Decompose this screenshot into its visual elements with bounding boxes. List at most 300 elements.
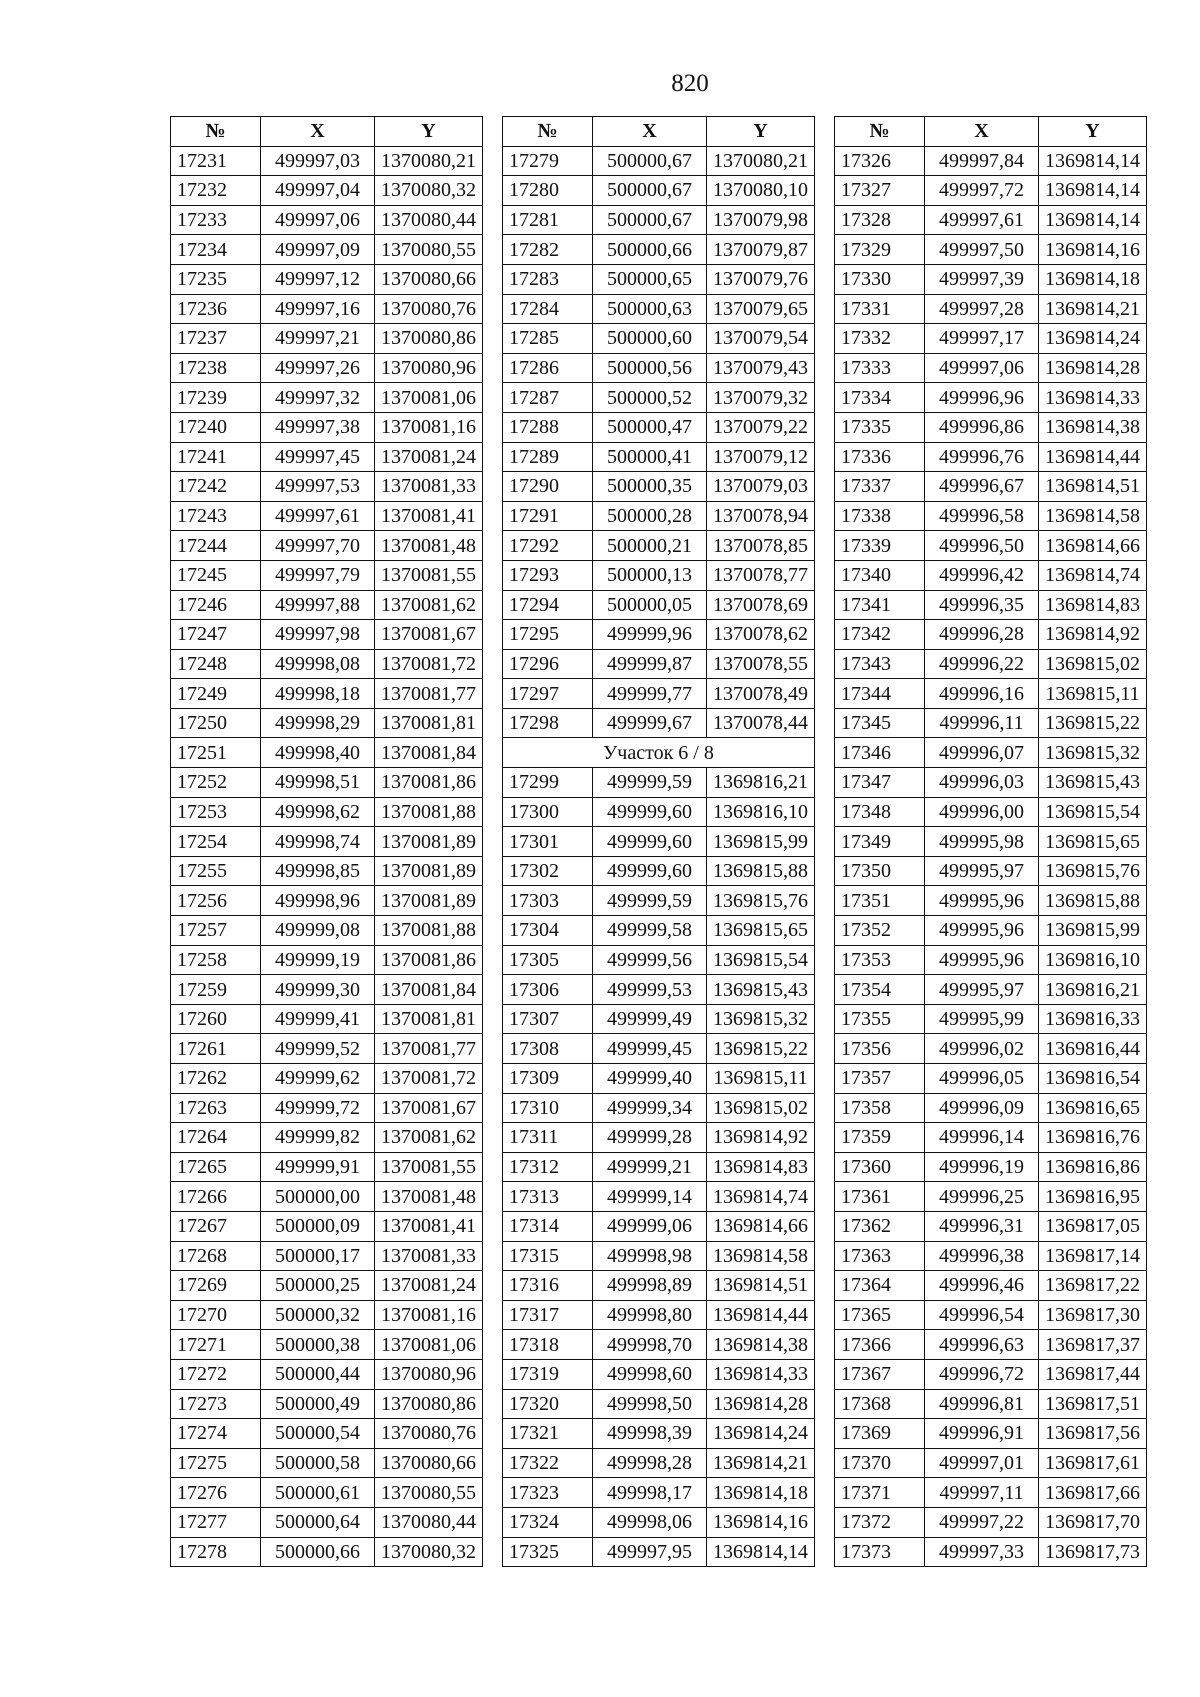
table-row	[171, 916, 483, 946]
table-row	[835, 916, 1147, 946]
cell-y: 1369814,66	[1039, 531, 1147, 561]
cell-x: 499999,67	[593, 708, 707, 738]
cell-y: 1370081,48	[375, 1182, 483, 1212]
cell-number: 17318	[503, 1330, 593, 1360]
cell-number: 17251	[171, 738, 261, 768]
cell-y: 1369814,28	[1039, 353, 1147, 383]
table-row	[835, 412, 1147, 442]
cell-number: 17279	[503, 146, 593, 176]
table-row	[503, 1123, 815, 1153]
cell-x: 499996,67	[925, 472, 1039, 502]
cell-y: 1369815,43	[1039, 768, 1147, 798]
cell-number: 17354	[835, 975, 925, 1005]
cell-x: 499997,61	[925, 205, 1039, 235]
cell-y: 1369817,56	[1039, 1419, 1147, 1449]
cell-x: 500000,13	[593, 560, 707, 590]
cell-x: 499999,96	[593, 620, 707, 650]
cell-y: 1370081,86	[375, 945, 483, 975]
cell-x: 499999,19	[261, 945, 375, 975]
cell-x: 499996,81	[925, 1389, 1039, 1419]
cell-y: 1369814,58	[1039, 501, 1147, 531]
table-row	[835, 353, 1147, 383]
cell-number: 17362	[835, 1211, 925, 1241]
cell-number: 17271	[171, 1330, 261, 1360]
cell-number: 17264	[171, 1123, 261, 1153]
cell-number: 17259	[171, 975, 261, 1005]
table-row	[171, 353, 483, 383]
cell-x: 499997,12	[261, 264, 375, 294]
cell-x: 499996,54	[925, 1300, 1039, 1330]
table-row	[171, 620, 483, 650]
cell-number: 17274	[171, 1419, 261, 1449]
cell-y: 1370080,86	[375, 324, 483, 354]
cell-x: 499997,01	[925, 1448, 1039, 1478]
table-row	[503, 856, 815, 886]
cell-number: 17298	[503, 708, 593, 738]
cell-y: 1370079,32	[707, 383, 815, 413]
cell-x: 499999,60	[593, 856, 707, 886]
cell-y: 1369816,10	[707, 797, 815, 827]
table-row	[835, 205, 1147, 235]
cell-y: 1370080,44	[375, 205, 483, 235]
cell-x: 500000,66	[593, 235, 707, 265]
cell-y: 1370081,41	[375, 501, 483, 531]
table-row	[171, 1507, 483, 1537]
cell-x: 499997,45	[261, 442, 375, 472]
table-row	[503, 1064, 815, 1094]
cell-x: 499999,59	[593, 886, 707, 916]
cell-y: 1370080,66	[375, 264, 483, 294]
cell-y: 1370079,22	[707, 412, 815, 442]
table-row	[503, 1389, 815, 1419]
cell-y: 1370081,62	[375, 590, 483, 620]
cell-x: 499999,14	[593, 1182, 707, 1212]
table-row	[835, 235, 1147, 265]
cell-x: 499996,91	[925, 1419, 1039, 1449]
cell-x: 499996,22	[925, 649, 1039, 679]
cell-x: 499999,06	[593, 1211, 707, 1241]
table-row	[835, 294, 1147, 324]
table-row	[835, 442, 1147, 472]
cell-y: 1369816,54	[1039, 1064, 1147, 1094]
table-row	[835, 856, 1147, 886]
cell-y: 1369815,02	[707, 1093, 815, 1123]
cell-y: 1369817,61	[1039, 1448, 1147, 1478]
cell-x: 499998,85	[261, 856, 375, 886]
table-row	[171, 235, 483, 265]
cell-x: 499999,28	[593, 1123, 707, 1153]
cell-y: 1370081,24	[375, 1271, 483, 1301]
cell-y: 1369814,24	[707, 1419, 815, 1449]
cell-x: 499999,49	[593, 1004, 707, 1034]
table-row	[503, 768, 815, 798]
cell-number: 17286	[503, 353, 593, 383]
cell-number: 17295	[503, 620, 593, 650]
table-row	[171, 797, 483, 827]
cell-y: 1369814,16	[1039, 235, 1147, 265]
cell-number: 17300	[503, 797, 593, 827]
cell-number: 17355	[835, 1004, 925, 1034]
table-row	[503, 679, 815, 709]
cell-x: 499996,63	[925, 1330, 1039, 1360]
cell-x: 500000,47	[593, 412, 707, 442]
cell-y: 1369814,38	[1039, 412, 1147, 442]
table-row	[171, 1419, 483, 1449]
cell-y: 1369814,83	[1039, 590, 1147, 620]
table-row	[503, 560, 815, 590]
cell-number: 17261	[171, 1034, 261, 1064]
cell-y: 1370081,62	[375, 1123, 483, 1153]
table-row	[503, 1537, 815, 1567]
table-row	[171, 412, 483, 442]
cell-y: 1370081,24	[375, 442, 483, 472]
cell-number: 17238	[171, 353, 261, 383]
cell-number: 17328	[835, 205, 925, 235]
cell-x: 500000,65	[593, 264, 707, 294]
cell-x: 500000,52	[593, 383, 707, 413]
table-row	[503, 324, 815, 354]
cell-x: 500000,67	[593, 205, 707, 235]
cell-x: 499997,79	[261, 560, 375, 590]
cell-x: 499999,87	[593, 649, 707, 679]
cell-x: 499997,17	[925, 324, 1039, 354]
cell-y: 1370081,55	[375, 560, 483, 590]
table-row	[503, 1330, 815, 1360]
cell-x: 500000,38	[261, 1330, 375, 1360]
table-row	[171, 768, 483, 798]
table-row	[503, 1300, 815, 1330]
cell-x: 499998,39	[593, 1419, 707, 1449]
cell-x: 499996,19	[925, 1152, 1039, 1182]
cell-y: 1370078,62	[707, 620, 815, 650]
cell-y: 1369817,51	[1039, 1389, 1147, 1419]
cell-number: 17254	[171, 827, 261, 857]
table-row	[503, 264, 815, 294]
cell-y: 1369817,66	[1039, 1478, 1147, 1508]
cell-number: 17316	[503, 1271, 593, 1301]
cell-number: 17242	[171, 472, 261, 502]
coordinates-table-3	[834, 116, 1147, 1567]
cell-x: 499995,97	[925, 975, 1039, 1005]
cell-x: 499997,16	[261, 294, 375, 324]
table-row	[835, 620, 1147, 650]
column-header-number: №	[835, 117, 925, 147]
cell-x: 499996,35	[925, 590, 1039, 620]
cell-y: 1370081,89	[375, 856, 483, 886]
table-row	[171, 294, 483, 324]
table-row	[835, 1389, 1147, 1419]
cell-number: 17266	[171, 1182, 261, 1212]
cell-number: 17359	[835, 1123, 925, 1153]
cell-number: 17268	[171, 1241, 261, 1271]
table-row	[503, 205, 815, 235]
table-row	[835, 679, 1147, 709]
cell-x: 499999,91	[261, 1152, 375, 1182]
table-row	[835, 560, 1147, 590]
cell-x: 499998,17	[593, 1478, 707, 1508]
cell-number: 17293	[503, 560, 593, 590]
table-row	[171, 945, 483, 975]
cell-x: 499999,59	[593, 768, 707, 798]
cell-number: 17329	[835, 235, 925, 265]
cell-number: 17262	[171, 1064, 261, 1094]
cell-number: 17356	[835, 1034, 925, 1064]
column-header-x: X	[925, 117, 1039, 147]
table-row	[171, 383, 483, 413]
table-row	[171, 1064, 483, 1094]
cell-y: 1370080,32	[375, 1537, 483, 1567]
cell-x: 499996,02	[925, 1034, 1039, 1064]
cell-number: 17338	[835, 501, 925, 531]
table-row	[835, 1093, 1147, 1123]
cell-x: 499998,06	[593, 1507, 707, 1537]
cell-x: 499999,62	[261, 1064, 375, 1094]
cell-y: 1369814,33	[707, 1359, 815, 1389]
table-row	[171, 1330, 483, 1360]
cell-y: 1369815,32	[707, 1004, 815, 1034]
cell-x: 500000,64	[261, 1507, 375, 1537]
table-row	[503, 531, 815, 561]
cell-x: 499995,96	[925, 916, 1039, 946]
cell-y: 1369814,14	[707, 1537, 815, 1567]
column-header-number: №	[171, 117, 261, 147]
cell-number: 17360	[835, 1152, 925, 1182]
cell-number: 17347	[835, 768, 925, 798]
cell-x: 499999,41	[261, 1004, 375, 1034]
column-header-x: X	[261, 117, 375, 147]
cell-x: 499999,58	[593, 916, 707, 946]
cell-x: 499999,56	[593, 945, 707, 975]
cell-x: 500000,58	[261, 1448, 375, 1478]
cell-x: 499996,09	[925, 1093, 1039, 1123]
coordinates-table-2	[502, 116, 815, 1567]
cell-number: 17291	[503, 501, 593, 531]
cell-y: 1370081,67	[375, 620, 483, 650]
cell-number: 17344	[835, 679, 925, 709]
cell-x: 499999,08	[261, 916, 375, 946]
cell-number: 17258	[171, 945, 261, 975]
cell-number: 17252	[171, 768, 261, 798]
table-row	[835, 1241, 1147, 1271]
cell-x: 499996,25	[925, 1182, 1039, 1212]
cell-y: 1369816,33	[1039, 1004, 1147, 1034]
cell-number: 17327	[835, 176, 925, 206]
cell-y: 1369816,21	[1039, 975, 1147, 1005]
table-row	[835, 886, 1147, 916]
section-title: Участок 6 / 8	[503, 738, 815, 768]
cell-number: 17243	[171, 501, 261, 531]
cell-x: 499996,00	[925, 797, 1039, 827]
table-row	[171, 975, 483, 1005]
table-row	[503, 945, 815, 975]
cell-number: 17233	[171, 205, 261, 235]
cell-number: 17301	[503, 827, 593, 857]
table-row	[171, 738, 483, 768]
cell-y: 1369815,88	[1039, 886, 1147, 916]
cell-x: 499998,40	[261, 738, 375, 768]
cell-y: 1370081,48	[375, 531, 483, 561]
cell-number: 17269	[171, 1271, 261, 1301]
table-row	[503, 1034, 815, 1064]
cell-x: 500000,28	[593, 501, 707, 531]
cell-x: 499999,52	[261, 1034, 375, 1064]
cell-y: 1369815,11	[1039, 679, 1147, 709]
cell-number: 17366	[835, 1330, 925, 1360]
cell-y: 1369814,92	[1039, 620, 1147, 650]
table-row	[835, 1152, 1147, 1182]
cell-number: 17263	[171, 1093, 261, 1123]
cell-y: 1370079,98	[707, 205, 815, 235]
table-row	[171, 205, 483, 235]
cell-y: 1370081,33	[375, 1241, 483, 1271]
table-row	[171, 649, 483, 679]
cell-x: 500000,09	[261, 1211, 375, 1241]
table-row	[171, 1093, 483, 1123]
cell-number: 17248	[171, 649, 261, 679]
cell-x: 500000,54	[261, 1419, 375, 1449]
cell-y: 1370081,77	[375, 1034, 483, 1064]
cell-x: 499997,84	[925, 146, 1039, 176]
table-row	[835, 1300, 1147, 1330]
cell-y: 1370080,76	[375, 1419, 483, 1449]
table-row	[835, 1330, 1147, 1360]
cell-y: 1370081,86	[375, 768, 483, 798]
cell-number: 17341	[835, 590, 925, 620]
cell-number: 17330	[835, 264, 925, 294]
cell-y: 1369815,65	[707, 916, 815, 946]
cell-number: 17270	[171, 1300, 261, 1330]
cell-x: 499998,18	[261, 679, 375, 709]
cell-number: 17333	[835, 353, 925, 383]
table-row	[171, 1389, 483, 1419]
cell-x: 499997,06	[925, 353, 1039, 383]
table-row	[171, 1448, 483, 1478]
cell-y: 1370080,21	[375, 146, 483, 176]
cell-y: 1369816,10	[1039, 945, 1147, 975]
cell-x: 499995,96	[925, 886, 1039, 916]
cell-number: 17237	[171, 324, 261, 354]
cell-x: 499998,60	[593, 1359, 707, 1389]
table-row	[171, 827, 483, 857]
cell-y: 1369817,14	[1039, 1241, 1147, 1271]
cell-x: 499996,76	[925, 442, 1039, 472]
cell-x: 499997,53	[261, 472, 375, 502]
cell-y: 1370080,55	[375, 235, 483, 265]
cell-number: 17250	[171, 708, 261, 738]
cell-number: 17246	[171, 590, 261, 620]
cell-number: 17323	[503, 1478, 593, 1508]
cell-y: 1369817,05	[1039, 1211, 1147, 1241]
cell-number: 17244	[171, 531, 261, 561]
cell-x: 500000,17	[261, 1241, 375, 1271]
table-row	[835, 797, 1147, 827]
cell-x: 499995,97	[925, 856, 1039, 886]
cell-number: 17321	[503, 1419, 593, 1449]
cell-y: 1370081,06	[375, 1330, 483, 1360]
cell-x: 499997,72	[925, 176, 1039, 206]
table-row	[503, 886, 815, 916]
cell-y: 1370078,69	[707, 590, 815, 620]
table-row	[171, 472, 483, 502]
cell-y: 1370079,76	[707, 264, 815, 294]
cell-x: 499996,31	[925, 1211, 1039, 1241]
cell-number: 17240	[171, 412, 261, 442]
cell-x: 500000,00	[261, 1182, 375, 1212]
cell-x: 499996,86	[925, 412, 1039, 442]
cell-x: 499998,70	[593, 1330, 707, 1360]
cell-number: 17281	[503, 205, 593, 235]
cell-number: 17290	[503, 472, 593, 502]
cell-y: 1370081,89	[375, 827, 483, 857]
cell-number: 17297	[503, 679, 593, 709]
cell-x: 499998,51	[261, 768, 375, 798]
table-row	[835, 1359, 1147, 1389]
cell-y: 1369815,76	[1039, 856, 1147, 886]
cell-number: 17278	[171, 1537, 261, 1567]
cell-y: 1370080,44	[375, 1507, 483, 1537]
cell-y: 1370079,87	[707, 235, 815, 265]
cell-number: 17267	[171, 1211, 261, 1241]
cell-x: 499998,50	[593, 1389, 707, 1419]
table-row	[503, 975, 815, 1005]
cell-number: 17236	[171, 294, 261, 324]
cell-y: 1369814,18	[707, 1478, 815, 1508]
cell-y: 1369814,14	[1039, 205, 1147, 235]
cell-number: 17311	[503, 1123, 593, 1153]
cell-y: 1369814,44	[707, 1300, 815, 1330]
cell-x: 499997,88	[261, 590, 375, 620]
cell-number: 17275	[171, 1448, 261, 1478]
cell-y: 1369814,16	[707, 1507, 815, 1537]
cell-y: 1370079,03	[707, 472, 815, 502]
table-row	[835, 590, 1147, 620]
cell-y: 1370081,89	[375, 886, 483, 916]
table-row	[503, 590, 815, 620]
table-row	[503, 1359, 815, 1389]
table-row	[835, 827, 1147, 857]
cell-number: 17364	[835, 1271, 925, 1301]
table-row	[835, 649, 1147, 679]
cell-number: 17350	[835, 856, 925, 886]
cell-y: 1369816,86	[1039, 1152, 1147, 1182]
cell-number: 17235	[171, 264, 261, 294]
cell-x: 499996,72	[925, 1359, 1039, 1389]
cell-x: 499998,89	[593, 1271, 707, 1301]
cell-number: 17260	[171, 1004, 261, 1034]
column-header-y: Y	[707, 117, 815, 147]
cell-x: 499997,04	[261, 176, 375, 206]
cell-x: 499996,28	[925, 620, 1039, 650]
table-row	[171, 1211, 483, 1241]
table-row	[835, 1004, 1147, 1034]
cell-number: 17324	[503, 1507, 593, 1537]
table-row	[835, 1271, 1147, 1301]
cell-y: 1370079,65	[707, 294, 815, 324]
cell-x: 499998,74	[261, 827, 375, 857]
cell-x: 500000,61	[261, 1478, 375, 1508]
table-row	[171, 146, 483, 176]
cell-x: 499997,33	[925, 1537, 1039, 1567]
table-row	[835, 472, 1147, 502]
cell-x: 499998,08	[261, 649, 375, 679]
cell-number: 17325	[503, 1537, 593, 1567]
table-row	[835, 1419, 1147, 1449]
table-row	[835, 1211, 1147, 1241]
cell-x: 499997,11	[925, 1478, 1039, 1508]
table-row	[171, 1300, 483, 1330]
cell-y: 1369814,18	[1039, 264, 1147, 294]
cell-x: 499998,98	[593, 1241, 707, 1271]
